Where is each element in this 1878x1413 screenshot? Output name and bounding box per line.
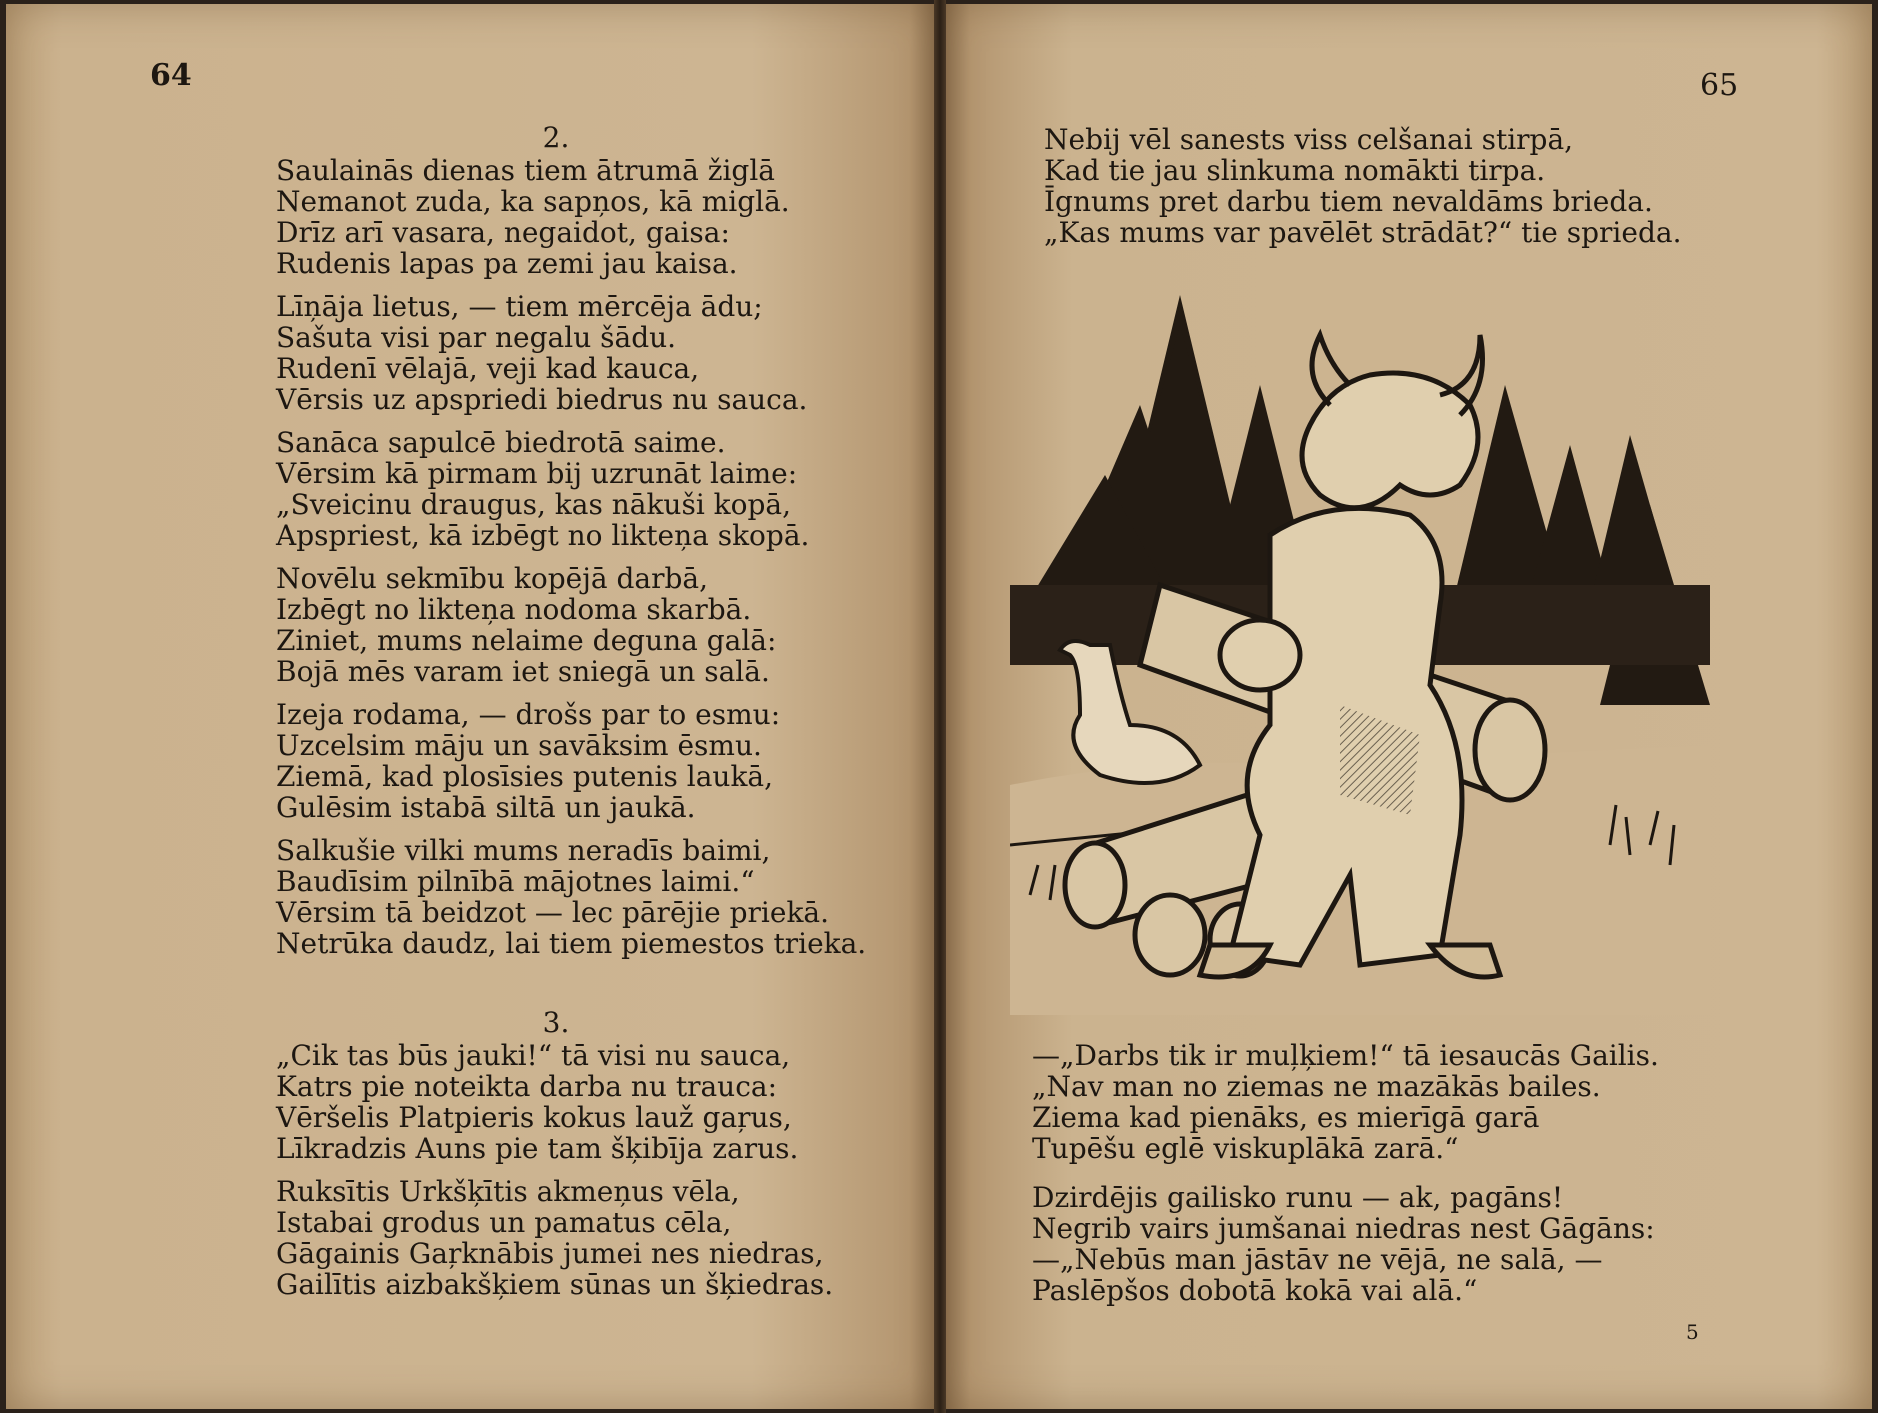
verse-line: Kad tie jau slinkuma nomākti tirpa.: [1044, 154, 1546, 187]
verse-line: Netrūka daudz, lai tiem piemestos trieka.: [276, 927, 867, 960]
verse-line: „Nav man no ziemas ne mazākās bailes.: [1032, 1070, 1601, 1103]
verse-line: Nebij vēl sanests viss celšanai stirpā,: [1044, 123, 1574, 156]
verse-line: „Sveicinu draugus, kas nākuši kopā,: [276, 488, 792, 521]
stanza: [276, 563, 836, 687]
verse-line: Saulainās dienas tiem ātrumā žiglā: [276, 154, 775, 187]
verse-line: Istabai grodus un pamatus cēla,: [276, 1206, 732, 1239]
verse-line: —„Nebūs man jāstāv ne vējā, ne salā, —: [1032, 1243, 1603, 1276]
stanza: [1032, 1040, 1692, 1164]
verse-line: —„Darbs tik ir muļķiem!“ tā iesaucās Gailis.: [1032, 1039, 1659, 1072]
stanza: [276, 1040, 836, 1164]
stanza: [276, 1176, 836, 1300]
verse-line: Gulēsim istabā siltā un jaukā.: [276, 791, 696, 824]
verse-line: Gāgainis Gaŗknābis jumei nes niedras,: [276, 1237, 824, 1270]
verse-line: Ziemā, kad plosīsies putenis laukā,: [276, 760, 774, 793]
verse-line: Salkušie vilki mums neradīs baimi,: [276, 834, 771, 867]
verse-line: Apspriest, kā izbēgt no likteņa skopā.: [276, 519, 810, 552]
section-heading: 3.: [542, 1006, 570, 1039]
verse-line: Vērsis uz apspriedi biedrus nu sauca.: [276, 383, 808, 416]
verse-line: Negrib vairs jumšanai niedras nest Gāgāns:: [1032, 1212, 1655, 1245]
verse-line: Izbēgt no likteņa nodoma skarbā.: [276, 593, 752, 626]
stanza: [276, 291, 836, 415]
verse-line: Līņāja lietus, — tiem mērcēja ādu;: [276, 290, 763, 323]
verse-line: Sanāca sapulcē biedrotā saime.: [276, 426, 726, 459]
verse-line: Baudīsim pilnībā mājotnes laimi.“: [276, 865, 755, 898]
stanza: [276, 155, 836, 279]
right-page-number: 65: [1700, 68, 1739, 103]
verse-line: Bojā mēs varam iet sniegā un salā.: [276, 655, 770, 688]
verse-line: Īgnums pret darbu tiem nevaldāms brieda.: [1044, 185, 1653, 218]
verse-line: Vērsim kā pirmam bij uzrunāt laime:: [276, 457, 798, 490]
signature-mark: 5: [1686, 1320, 1699, 1344]
verse-line: Dzirdējis gailisko runu — ak, pagāns!: [1032, 1181, 1564, 1214]
verse-line: Vēršelis Platpieris kokus lauž gaŗus,: [276, 1101, 792, 1134]
verse-line: Vērsim tā beidzot — lec pārējie priekā.: [276, 896, 830, 929]
stanza: [276, 834, 867, 960]
verse-line: Ruksītis Urkšķītis akmeņus vēla,: [276, 1175, 740, 1208]
left-page-text: [276, 121, 867, 1312]
verse-line: Novēlu sekmību kopējā darbā,: [276, 562, 709, 595]
stanza: [276, 427, 836, 551]
stanza: [276, 699, 836, 823]
verse-line: Paslēpšos dobotā kokā vai alā.“: [1032, 1274, 1478, 1307]
bull-log-illustration: [1010, 285, 1710, 1015]
stanza: [1032, 1182, 1692, 1306]
verse-line: Gailītis aizbakšķiem sūnas un šķiedras.: [276, 1268, 834, 1301]
verse-line: Ziema kad pienāks, es mierīgā garā: [1032, 1101, 1540, 1134]
book-gutter: [934, 0, 946, 1413]
left-page-number: 64: [150, 58, 192, 93]
verse-line: Ziniet, mums nelaime deguna galā:: [276, 624, 777, 657]
verse-line: Drīz arī vasara, negaidot, gaisa:: [276, 216, 730, 249]
verse-line: Izeja rodama, — drošs par to esmu:: [276, 698, 781, 731]
verse-line: Rudenī vēlajā, veji kad kauca,: [276, 352, 700, 385]
verse-line: Tupēšu eglē viskuplākā zarā.“: [1032, 1132, 1459, 1165]
verse-line: Rudenis lapas pa zemi jau kaisa.: [276, 247, 738, 280]
right-page-bottom-stanzas: [1032, 1040, 1692, 1324]
right-page-top-stanza: [1044, 124, 1684, 260]
verse-line: „Cik tas būs jauki!“ tā visi nu sauca,: [276, 1039, 791, 1072]
verse-line: Sašuta visi par negalu šādu.: [276, 321, 677, 354]
verse-line: Katrs pie noteikta darba nu trauca:: [276, 1070, 778, 1103]
verse-line: Nemanot zuda, ka sapņos, kā miglā.: [276, 185, 790, 218]
verse-line: „Kas mums var pavēlēt strādāt?“ tie sprieda.: [1044, 216, 1682, 249]
verse-line: Uzcelsim māju un savāksim ēsmu.: [276, 729, 762, 762]
verse-line: Līkradzis Auns pie tam šķibīja zarus.: [276, 1132, 799, 1165]
section-heading: 2.: [542, 121, 570, 154]
stanza: [1044, 124, 1684, 248]
